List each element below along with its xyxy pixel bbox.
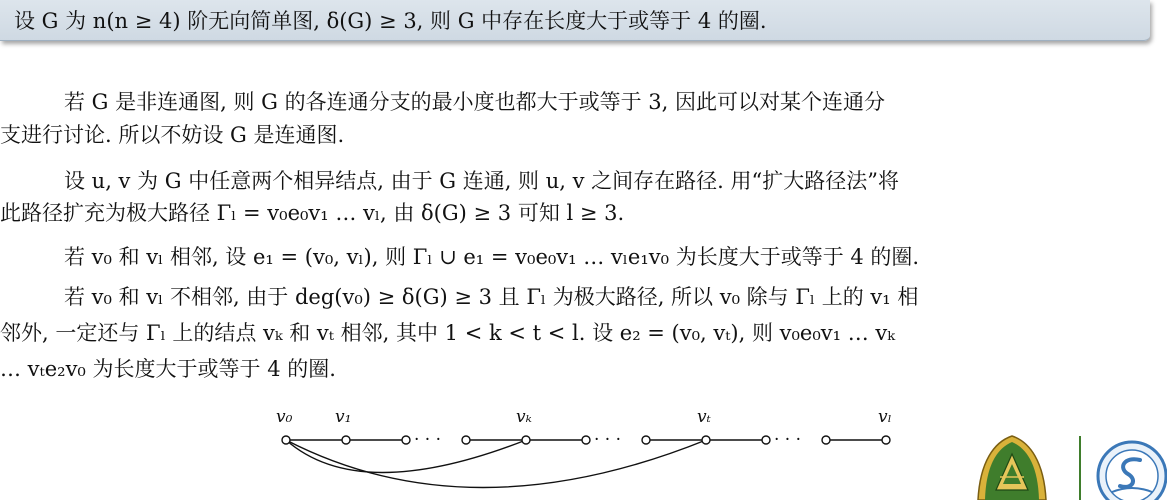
node-label-v0: v₀ — [276, 407, 293, 427]
node-d — [642, 436, 650, 444]
node-label-vl: vₗ — [878, 407, 892, 427]
node-v1 — [342, 436, 350, 444]
proof-line-6: 若 v₀ 和 vₗ 不相邻, 由于 deg(v₀) ≥ δ(G) ≥ 3 且 Γₗ 为极大路径, 所以 v₀ 除与 Γₗ 上的 v₁ 相 — [64, 285, 919, 309]
proof-line-5: 若 v₀ 和 vₗ 相邻, 设 e₁ = (v₀, vₗ), 则 Γₗ ∪ e₁ = v₀e₀v₁ … vₗe₁v₀ 为长度大于或等于 4 的圈. — [64, 245, 920, 269]
dots-3: · · · — [774, 430, 802, 450]
node-label-v1: v₁ — [335, 407, 352, 427]
proof-line-7: 邻外, 一定还与 Γₗ 上的结点 vₖ 和 vₜ 相邻, 其中 1 < k < t < l. 设 e₂ = (v₀, vₜ), 则 v₀e₀v₁ … vₖ — [0, 321, 895, 345]
dots-2: · · · — [594, 430, 622, 450]
node-c — [582, 436, 590, 444]
university-emblem-logo — [978, 436, 1046, 500]
proof-line-3: 设 u, v 为 G 中任意两个相异结点, 由于 G 连通, 则 u, v 之间存在路径. 用“扩大路径法”将 — [64, 169, 899, 193]
node-vk — [522, 436, 530, 444]
chord-v0-vt — [286, 440, 706, 488]
theorem-statement: 设 G 为 n(n ≥ 4) 阶无向简单图, δ(G) ≥ 3, 则 G 中存在长度大于或等于 4 的圈. — [14, 9, 767, 33]
proof-line-1: 若 G 是非连通图, 则 G 的各连通分支的最小度也都大于或等于 3, 因此可以对某个连通分 — [64, 90, 885, 114]
node-f — [822, 436, 830, 444]
proof-line-8: … vₜe₂v₀ 为长度大于或等于 4 的圈. — [0, 357, 336, 381]
proof-line-2: 支进行讨论. 所以不妨设 G 是连通图. — [0, 123, 345, 147]
node-e — [762, 436, 770, 444]
theorem-box — [0, 0, 1150, 41]
dots-1: · · · — [414, 430, 442, 450]
proof-line-4: 此路径扩充为极大路径 Γₗ = v₀e₀v₁ … vₗ, 由 δ(G) ≥ 3 可知 l ≥ 3. — [0, 201, 625, 225]
node-a — [402, 436, 410, 444]
node-vt — [702, 436, 710, 444]
node-label-vt: vₜ — [697, 407, 711, 427]
node-v0 — [282, 436, 290, 444]
department-emblem-logo — [1098, 442, 1166, 500]
node-label-vk: vₖ — [516, 407, 532, 427]
university-logos — [972, 432, 1167, 500]
node-vl — [882, 436, 890, 444]
node-b — [462, 436, 470, 444]
